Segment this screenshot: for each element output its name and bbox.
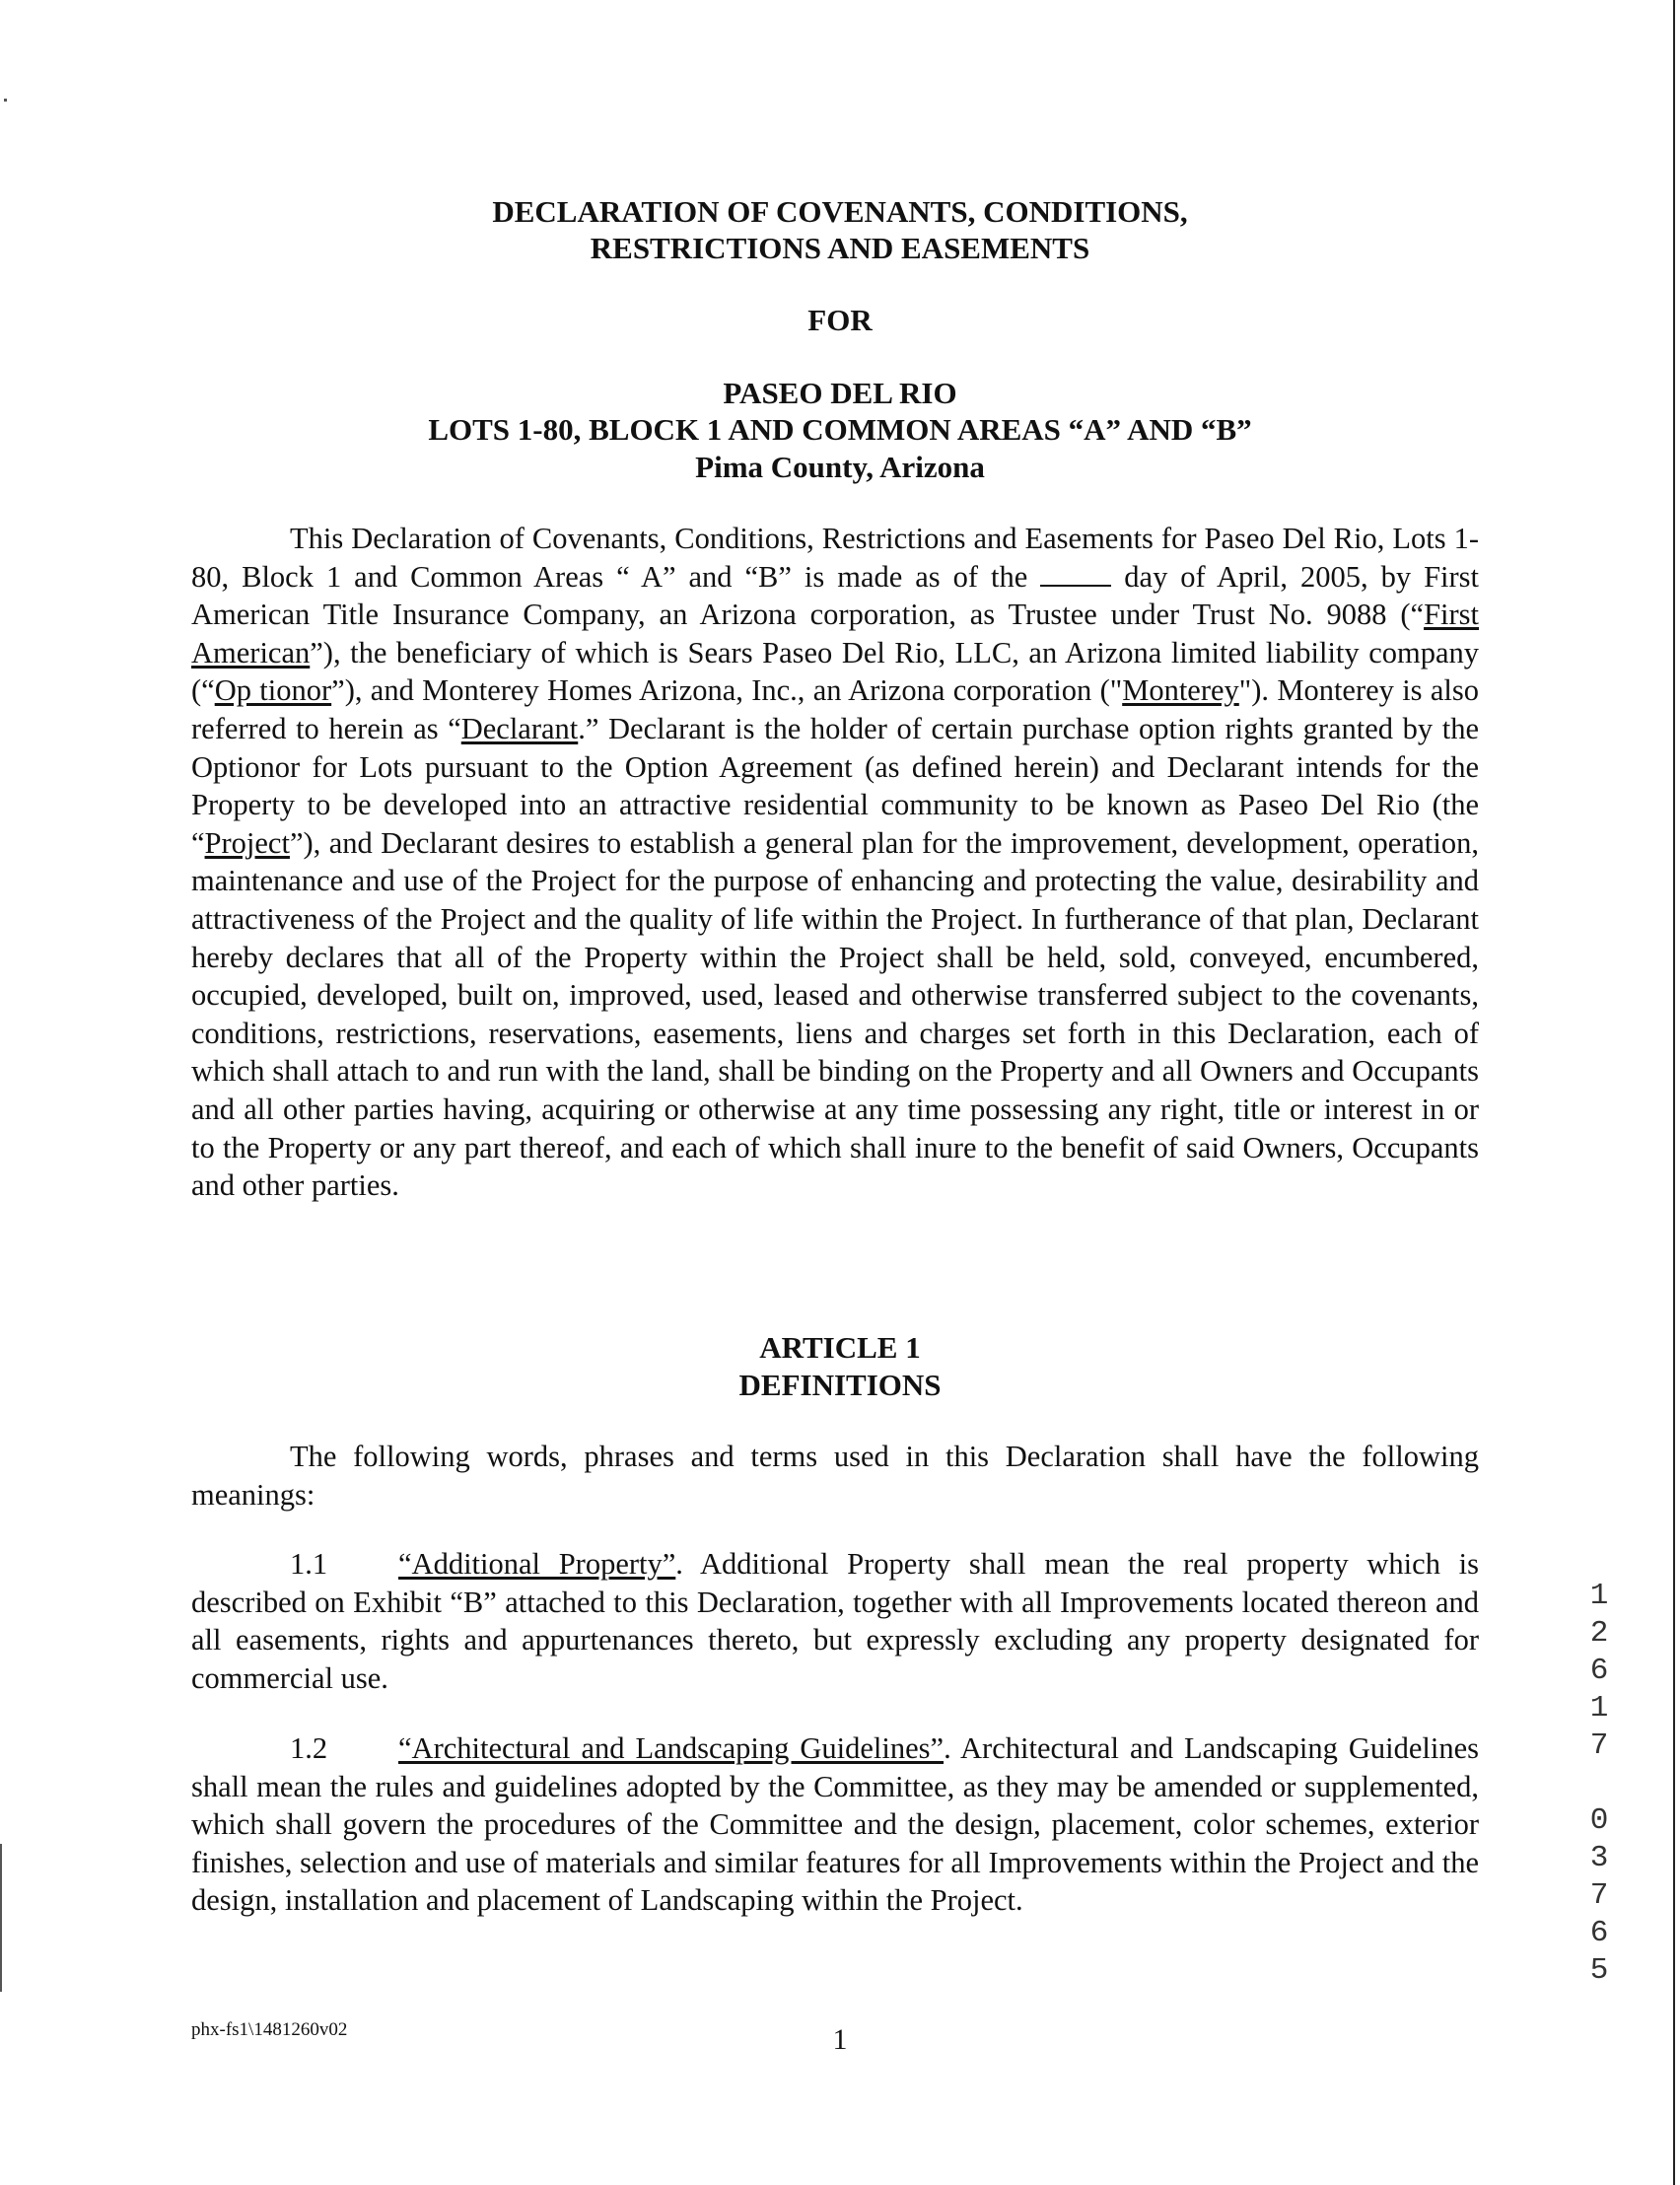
defined-term: Declarant — [460, 711, 579, 745]
title-line-1: DECLARATION OF COVENANTS, CONDITIONS, — [492, 194, 1188, 229]
scan-mark — [4, 99, 7, 102]
defined-term: Monterey — [1122, 673, 1239, 708]
article-number: ARTICLE 1 — [759, 1330, 921, 1365]
article-title: DEFINITIONS — [738, 1368, 942, 1402]
scan-mark — [0, 1844, 2, 1992]
intro-paragraph: This Declaration of Covenants, Conditions, Restrictions and Easements for Paseo Del Rio, Lots 1-80, Block 1 and Common Areas “ A” and “B” is made as of the day of April, 2005, by First American Title Insurance Company, an Arizona corporation, as Trustee under Trust No. 9088 (“First American”), the beneficiary of which is Sears Paseo Del Rio, LLC, an Arizona limited liability company (“Op tionor”), and Monterey Homes Arizona, Inc., an Arizona corporation ("Monterey"). Monterey is also referred to herein as “Declarant.” Declarant is the holder of certain purchase option rights granted by the Optionor for Lots pursuant to the Option Agreement (as defined herein) and Declarant intends for the Property to be developed into an attractive residential community to be known as Paseo Del Rio (the “Project”), and Declarant desires to establish a general plan for the improvement, development, operation, maintenance and use of the Project for the purpose of enhancing and protecting the value, desirability and attractiveness of the Project and the quality of life within the Project. In furtherance of that plan, Declarant hereby declares that all of the Property within the Project shall be held, sold, conveyed, encumbered, occupied, developed, built on, improved, used, leased and otherwise transferred subject to the covenants, conditions, restrictions, reservations, easements, liens and charges set forth in this Declaration, each of which shall attach to and run with the land, shall be binding on the Property and all Owners and Occupants and all other parties having, acquiring or otherwise at any time possessing any right, title or interest in or to the Property or any part thereof, and each of which shall inure to the benefit of said Owners, Occupants and other parties. — [191, 522, 1480, 1203]
section-term: “Architectural and Landscaping Guidelines” — [398, 1731, 945, 1765]
date-blank — [1040, 561, 1111, 587]
recording-number: 1 2 6 1 7 0 3 7 6 5 — [1589, 1579, 1609, 1988]
section-term: “Additional Property” — [398, 1547, 676, 1581]
lots-line: LOTS 1-80, BLOCK 1 AND COMMON AREAS “A” AND “B” — [428, 412, 1252, 447]
section-1-2: 1.2 “Architectural and Landscaping Guidelines”. Architectural and Landscaping Guidelines shall mean the rules and guidelines adopted by the Committee, as they may be amended or supplemented, which shall govern the procedures of the Committee and the design, placement, color schemes, exterior finishes, selection and use of materials and similar features for all Improvements within the Project and the design, installation and placement of Landscaping within the Project. — [191, 1731, 1480, 1918]
title-line-2: RESTRICTIONS AND EASEMENTS — [590, 231, 1090, 265]
definitions-intro: The following words, phrases and terms used in this Declaration shall have the following meanings: — [191, 1440, 1479, 1512]
section-1-1: 1.1 “Additional Property”. Additional Property shall mean the real property which is described on Exhibit “B” attached to this Declaration, together with all Improvements located thereon and all easements, rights and appurtenances thereto, but expressly excluding any property designated for commercial use. — [191, 1547, 1480, 1695]
page-number: 1 — [832, 2023, 848, 2056]
section-number: 1.1 — [290, 1547, 328, 1581]
document-id: phx-fs1\1481260v02 — [191, 2019, 348, 2040]
defined-term: Op tionor — [214, 673, 332, 708]
defined-term: Project — [204, 825, 290, 860]
section-number: 1.2 — [290, 1731, 328, 1765]
county-line: Pima County, Arizona — [695, 450, 985, 484]
project-name: PASEO DEL RIO — [723, 376, 957, 410]
defined-term: First American — [191, 598, 1479, 670]
title-for: FOR — [807, 303, 873, 337]
